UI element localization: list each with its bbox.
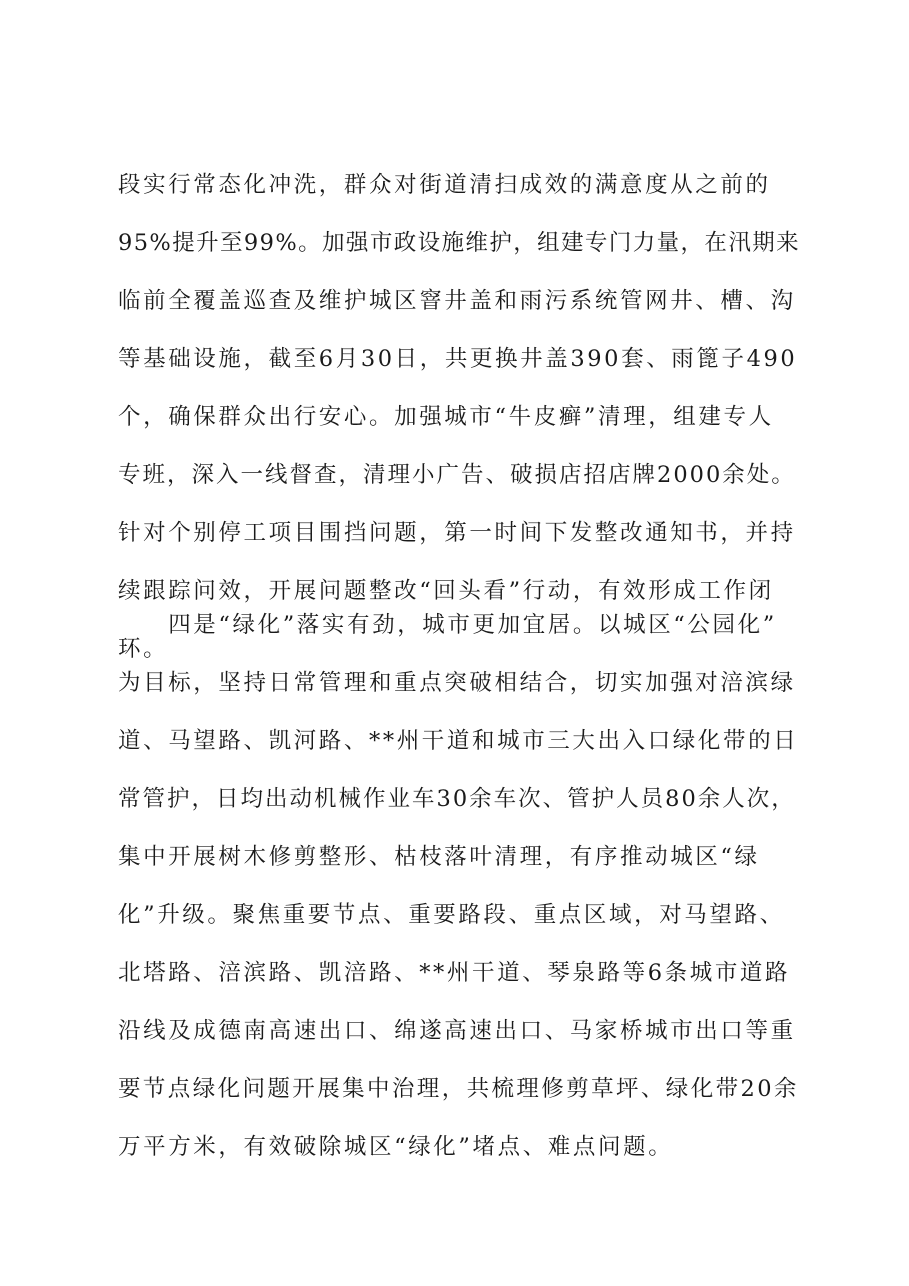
text-line: 续跟踪问效，开展问题整改“回头看”行动，有效形成工作闭 xyxy=(118,578,774,604)
text-line: 95%提升至99%。加强市政设施维护，组建专门力量，在汛期来 xyxy=(118,230,801,256)
text-line: 沿线及成德南高速出口、绵遂高速出口、马家桥城市出口等重 xyxy=(118,1018,796,1044)
text-line: 环。 xyxy=(118,636,169,662)
text-line: 道、马望路、凯河路、**州干道和城市三大出入口绿化带的日 xyxy=(118,728,799,754)
text-line: 等基础设施，截至6月30日，共更换井盖390套、雨篦子490 xyxy=(118,346,798,372)
text-line: 北塔路、涪滨路、凯涪路、**州干道、琴泉路等6条城市道路 xyxy=(118,960,791,986)
text-line: 临前全覆盖巡查及维护城区窨井盖和雨污系统管网井、槽、沟 xyxy=(118,288,796,314)
paragraph-greening xyxy=(118,596,798,1176)
text-line: 万平方米，有效破除城区“绿化”堵点、难点问题。 xyxy=(118,1134,674,1160)
text-line: 集中开展树木修剪整形、枯枝落叶清理，有序推动城区“绿 xyxy=(118,844,760,870)
text-line: 针对个别停工项目围挡问题，第一时间下发整改通知书，并持 xyxy=(118,520,796,546)
text-line: 常管护，日均出动机械作业车30余车次、管护人员80余人次， xyxy=(118,786,796,812)
text-line: 为目标，坚持日常管理和重点突破相结合，切实加强对涪滨绿 xyxy=(118,670,796,696)
text-line: 专班，深入一线督查，清理小广告、破损店招店牌2000余处。 xyxy=(118,462,796,488)
text-line: 个，确保群众出行安心。加强城市“牛皮癣”清理，组建专人 xyxy=(118,404,774,430)
text-line: 段实行常态化冲洗，群众对街道清扫成效的满意度从之前的 xyxy=(118,172,771,198)
text-line: 要节点绿化问题开展集中治理，共梳理修剪草坪、绿化带20余 xyxy=(118,1076,799,1102)
text-line: 四是“绿化”落实有劲，城市更加宜居。以城区“公园化” xyxy=(118,612,777,638)
text-line: 化”升级。聚焦重要节点、重要路段、重点区域，对马望路、 xyxy=(118,902,785,928)
